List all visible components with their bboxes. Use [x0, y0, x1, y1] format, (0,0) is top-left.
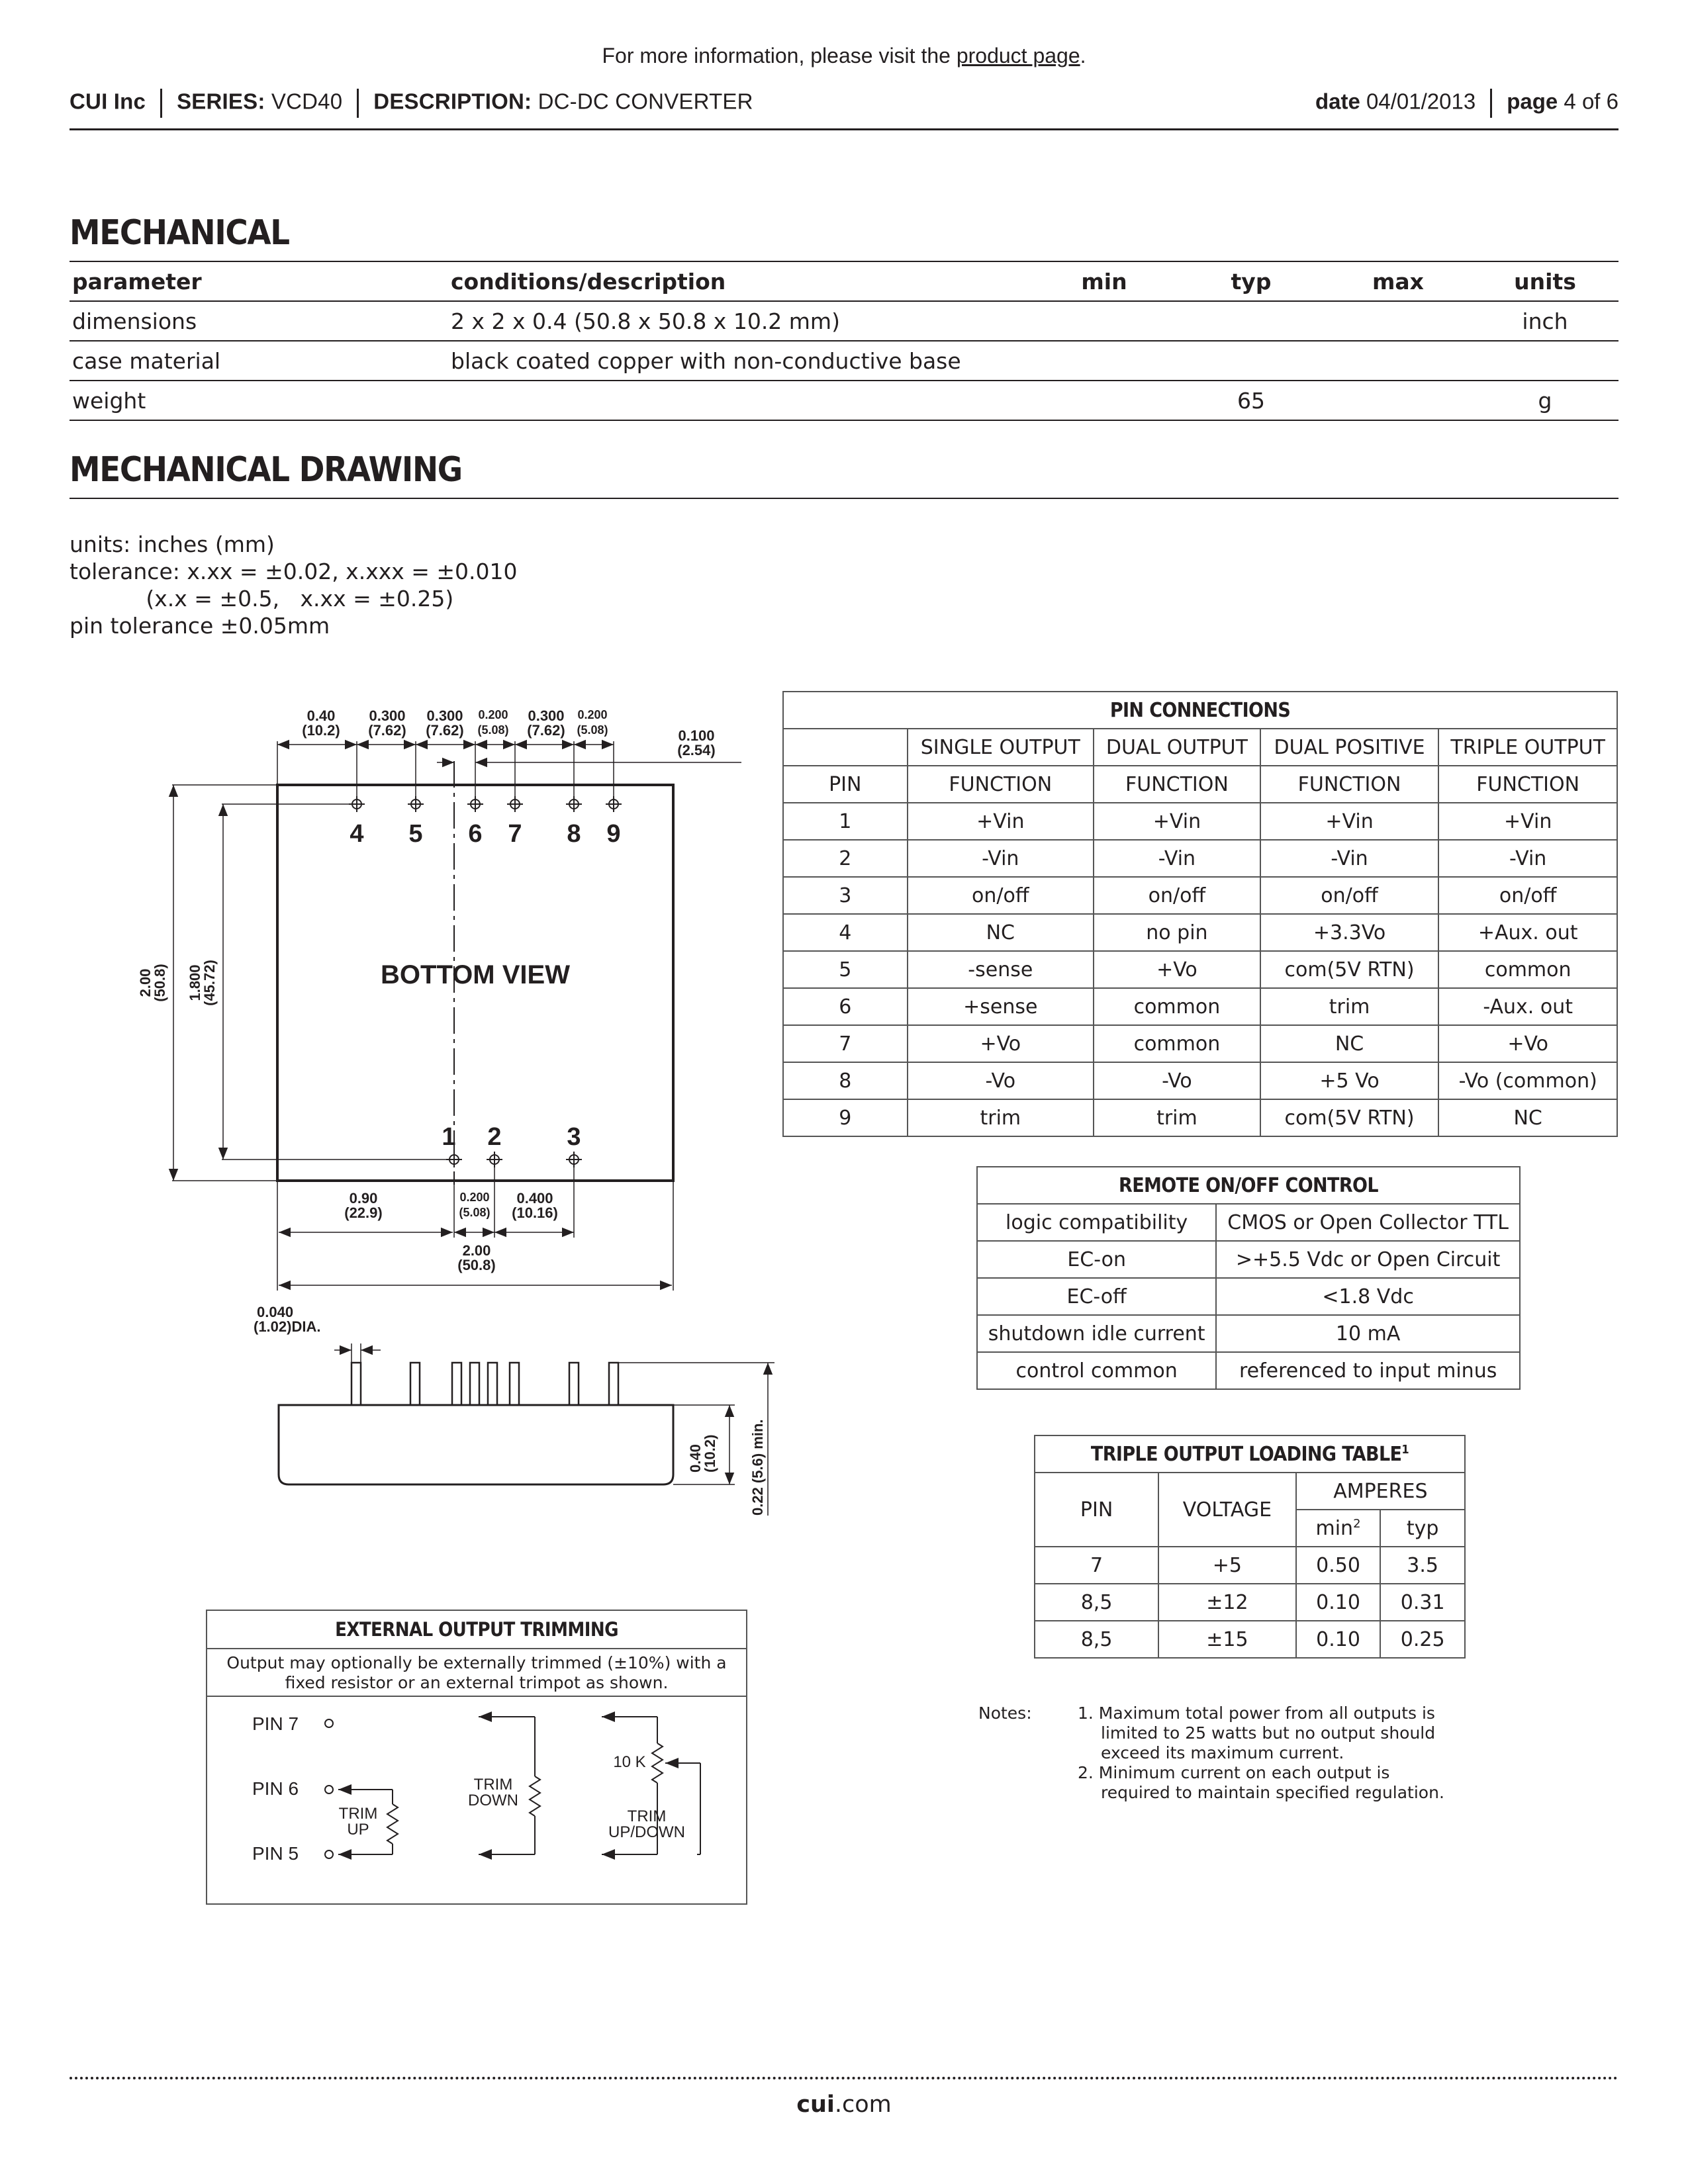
pin-5-label: PIN 5	[252, 1843, 299, 1864]
table-row	[977, 1352, 1520, 1389]
footnote-marker: 1	[1401, 1442, 1409, 1457]
cell: <1.8 Vdc	[1216, 1278, 1520, 1315]
cell: com(5V RTN)	[1260, 1099, 1439, 1136]
note-line: 2. Minimum current on each output is	[1078, 1763, 1390, 1782]
trim-updown-label: UP/DOWN	[608, 1823, 685, 1841]
dim-label: (50.8)	[457, 1257, 496, 1273]
cell: 7	[783, 1025, 908, 1062]
dim-label: (1.02)DIA.	[254, 1318, 321, 1335]
cell: >+5.5 Vdc or Open Circuit	[1216, 1241, 1520, 1278]
page-label: page	[1507, 89, 1558, 114]
note-line: required to maintain specified regulation.	[1101, 1783, 1444, 1802]
table-row	[783, 877, 1617, 914]
header-cell: TRIPLE OUTPUT	[1438, 729, 1617, 766]
header-cell: FUNCTION	[908, 766, 1094, 803]
cell: black coated copper with non-conductive base	[448, 341, 1031, 381]
cell: +Vo	[1438, 1025, 1617, 1062]
note-line: exceed its maximum current.	[1101, 1743, 1344, 1762]
sub-header-row	[783, 766, 1617, 803]
header-cell: typ	[1380, 1510, 1465, 1547]
note-line: limited to 25 watts but no output should	[1101, 1723, 1436, 1743]
cell: trim	[908, 1099, 1094, 1136]
col-min: min	[1031, 262, 1178, 301]
cell: +3.3Vo	[1260, 914, 1439, 951]
dim-label: 0.40	[687, 1444, 704, 1473]
doc-header-left	[70, 89, 753, 118]
cell: +5	[1158, 1547, 1296, 1584]
cell: +Vo	[1094, 951, 1260, 988]
cell	[1325, 301, 1472, 341]
remote-onoff-table	[976, 1166, 1521, 1390]
dim-label: 0.300	[528, 707, 565, 724]
cell: g	[1472, 381, 1618, 420]
cell: -Vin	[908, 840, 1094, 877]
series-label: SERIES:	[177, 89, 265, 114]
cell: CMOS or Open Collector TTL	[1216, 1204, 1520, 1241]
header-cell: FUNCTION	[1094, 766, 1260, 803]
date-label: date	[1315, 89, 1360, 114]
cell: 1	[783, 803, 908, 840]
doc-header-right	[1315, 89, 1618, 118]
cell: -Vo	[908, 1062, 1094, 1099]
cell: 2 x 2 x 0.4 (50.8 x 50.8 x 10.2 mm)	[448, 301, 1031, 341]
dim-label: (2.54)	[677, 742, 716, 758]
cell	[1178, 341, 1325, 381]
cell: -sense	[908, 951, 1094, 988]
pin-number: 1	[442, 1123, 456, 1151]
pin-marker	[467, 796, 483, 812]
table-row	[783, 1099, 1617, 1136]
cell: 3.5	[1380, 1547, 1465, 1584]
cell: trim	[1260, 988, 1439, 1025]
table-row	[783, 840, 1617, 877]
cell: on/off	[1260, 877, 1439, 914]
cell: common	[1438, 951, 1617, 988]
bottom-view-label: BOTTOM VIEW	[381, 960, 570, 989]
cell	[1325, 381, 1472, 420]
footer-divider	[70, 2077, 1618, 2079]
remote-onoff-title: REMOTE ON/OFF CONTROL	[977, 1167, 1520, 1204]
dim-label: 2.00	[462, 1242, 491, 1259]
min-label: min	[1315, 1516, 1354, 1540]
cell: EC-off	[977, 1278, 1216, 1315]
tolerance-line: tolerance: x.xx = ±0.02, x.xxx = ±0.010	[70, 559, 518, 584]
dim-label: (5.08)	[459, 1206, 491, 1219]
pin-7-label: PIN 7	[252, 1713, 299, 1734]
pin-number: 5	[408, 820, 423, 848]
cell: +Vin	[1260, 803, 1439, 840]
cell: 4	[783, 914, 908, 951]
dim-label: (5.08)	[577, 723, 608, 737]
trimming-diagram	[207, 1697, 746, 1903]
table-row	[783, 1025, 1617, 1062]
mechanical-drawing	[0, 688, 794, 1522]
cell	[1325, 341, 1472, 381]
table-row	[1035, 1584, 1465, 1621]
footer-domain-rest: .com	[834, 2091, 892, 2118]
note-line: 1. Maximum total power from all outputs is	[1078, 1704, 1435, 1723]
product-page-link[interactable]: product page	[956, 44, 1080, 68]
trimming-title: EXTERNAL OUTPUT TRIMMING	[207, 1611, 746, 1649]
table-row	[783, 988, 1617, 1025]
trimming-description	[207, 1649, 746, 1697]
notes-label: Notes:	[978, 1704, 1032, 1723]
table-row	[977, 1315, 1520, 1352]
cell: NC	[1260, 1025, 1439, 1062]
trim-down-label: DOWN	[468, 1792, 518, 1809]
dim-label: (5.08)	[477, 723, 509, 737]
pin-marker	[487, 1152, 502, 1167]
page-number: 4 of 6	[1564, 89, 1618, 114]
dim-label: 0.300	[369, 707, 406, 724]
pin-number: 9	[606, 820, 621, 848]
cell: ±15	[1158, 1621, 1296, 1658]
trim-updown-label: TRIM	[627, 1807, 667, 1825]
header-cell: PIN	[783, 766, 908, 803]
header-divider	[70, 128, 1618, 130]
cell: dimensions	[70, 301, 448, 341]
units-tolerance-block	[70, 531, 518, 639]
cell: EC-on	[977, 1241, 1216, 1278]
dim-label: 0.200	[577, 708, 608, 721]
drawing-rule	[70, 498, 1618, 499]
cell: -Vin	[1260, 840, 1439, 877]
cell: 5	[783, 951, 908, 988]
cell: -Vo (common)	[1438, 1062, 1617, 1099]
dim-label: 0.040	[257, 1304, 294, 1320]
cell: +Vin	[1094, 803, 1260, 840]
cell: NC	[908, 914, 1094, 951]
header-cell: FUNCTION	[1260, 766, 1439, 803]
col-typ: typ	[1178, 262, 1325, 301]
product-info-line	[0, 44, 1688, 68]
cell	[1031, 341, 1178, 381]
footnote-marker: 2	[1353, 1516, 1361, 1531]
dim-label: 1.800	[187, 964, 203, 1001]
cell: 3	[783, 877, 908, 914]
footer-domain-bold: cui	[796, 2091, 835, 2118]
dim-label: (7.62)	[426, 722, 464, 739]
cell	[1031, 301, 1178, 341]
header-cell: DUAL OUTPUT	[1094, 729, 1260, 766]
pin-marker	[408, 796, 424, 812]
product-info-period: .	[1080, 44, 1086, 68]
pin-6-label: PIN 6	[252, 1778, 299, 1799]
cell: +Vin	[1438, 803, 1617, 840]
table-row	[977, 1204, 1520, 1241]
col-conditions: conditions/description	[448, 262, 1031, 301]
dim-label: (10.16)	[512, 1205, 558, 1221]
cell: 0.25	[1380, 1621, 1465, 1658]
pin-number: 6	[468, 820, 483, 848]
dim-label: 0.300	[426, 707, 463, 724]
footer-website[interactable]	[0, 2091, 1688, 2118]
pin-marker	[349, 796, 365, 812]
trimpot-value: 10 K	[613, 1753, 646, 1771]
table-row	[1035, 1621, 1465, 1658]
cell: 10 mA	[1216, 1315, 1520, 1352]
triple-title-text: TRIPLE OUTPUT LOADING TABLE	[1090, 1442, 1402, 1466]
dim-label: 0.40	[306, 707, 336, 724]
table-row	[977, 1278, 1520, 1315]
cell: 0.50	[1296, 1547, 1381, 1584]
cell: +Aux. out	[1438, 914, 1617, 951]
cell: -Aux. out	[1438, 988, 1617, 1025]
dim-label: (7.62)	[368, 722, 406, 739]
note-1	[1078, 1704, 1444, 1803]
pin-marker	[446, 1152, 462, 1167]
trimming-desc-line: fixed resistor or an external trimpot as shown.	[285, 1673, 669, 1692]
product-info-text: For more information, please visit the	[602, 44, 957, 68]
cell: 9	[783, 1099, 908, 1136]
mechanical-drawing-heading: MECHANICAL DRAWING	[70, 450, 462, 490]
side-view	[279, 1343, 774, 1516]
cell	[1031, 381, 1178, 420]
col-parameter: parameter	[70, 262, 448, 301]
cell: 2	[783, 840, 908, 877]
tolerance-metric-line: (x.x = ±0.5, x.xx = ±0.25)	[70, 586, 454, 612]
triple-output-title	[1035, 1435, 1465, 1473]
dim-label: (10.2)	[302, 722, 340, 739]
mechanical-table	[70, 262, 1618, 421]
cell	[448, 381, 1031, 420]
trim-down-label: TRIM	[473, 1776, 513, 1794]
dim-label: (45.72)	[201, 960, 218, 1006]
mechanical-header-row	[70, 262, 1618, 301]
col-max: max	[1325, 262, 1472, 301]
cell: common	[1094, 988, 1260, 1025]
table-row	[783, 914, 1617, 951]
company-name: CUI Inc	[70, 89, 146, 114]
pin-number: 2	[487, 1123, 502, 1151]
col-units: units	[1472, 262, 1618, 301]
cell: common	[1094, 1025, 1260, 1062]
pin-marker	[566, 1152, 582, 1167]
series-value: VCD40	[271, 89, 343, 114]
cell: -Vin	[1438, 840, 1617, 877]
description-value: DC-DC CONVERTER	[538, 89, 753, 114]
dim-label: 0.90	[349, 1190, 378, 1206]
cell: trim	[1094, 1099, 1260, 1136]
table-row	[1035, 1547, 1465, 1584]
cell: case material	[70, 341, 448, 381]
trimming-desc-line: Output may optionally be externally trimmed (±10%) with a	[226, 1653, 727, 1672]
header-cell	[1296, 1510, 1381, 1547]
units-line: units: inches (mm)	[70, 531, 275, 557]
mechanical-heading: MECHANICAL	[70, 213, 289, 253]
table-row	[783, 1062, 1617, 1099]
date-value: 04/01/2013	[1366, 89, 1476, 114]
pin-number: 3	[567, 1123, 581, 1151]
external-trimming-box	[206, 1610, 747, 1905]
table-row	[977, 1241, 1520, 1278]
cell: +sense	[908, 988, 1094, 1025]
dim-label: 0.400	[516, 1190, 553, 1206]
dim-label: 2.00	[137, 968, 154, 997]
cell: 8,5	[1035, 1621, 1158, 1658]
cell: shutdown idle current	[977, 1315, 1216, 1352]
pin-connections-title: PIN CONNECTIONS	[783, 692, 1617, 729]
cell: on/off	[1094, 877, 1260, 914]
cell: inch	[1472, 301, 1618, 341]
cell	[1472, 341, 1618, 381]
cell	[1178, 301, 1325, 341]
cell: NC	[1438, 1099, 1617, 1136]
cell: -Vin	[1094, 840, 1260, 877]
table-row	[70, 381, 1618, 420]
cell: control common	[977, 1352, 1216, 1389]
header-cell: VOLTAGE	[1158, 1473, 1296, 1547]
cell: 0.10	[1296, 1621, 1381, 1658]
pin-number: 7	[508, 820, 522, 848]
pin-connections-table	[782, 691, 1618, 1137]
trim-up-label: TRIM	[338, 1805, 378, 1823]
header-cell: AMPERES	[1296, 1473, 1465, 1510]
header-cell	[783, 729, 908, 766]
cell: logic compatibility	[977, 1204, 1216, 1241]
pin-number: 8	[567, 820, 581, 848]
cell: -Vo	[1094, 1062, 1260, 1099]
table-row	[783, 951, 1617, 988]
cell: 0.31	[1380, 1584, 1465, 1621]
group-header-row	[783, 729, 1617, 766]
pin-marker	[507, 796, 523, 812]
dim-label: (10.2)	[702, 1434, 718, 1473]
trim-up-label: UP	[347, 1821, 369, 1839]
table-row	[70, 301, 1618, 341]
cell: on/off	[908, 877, 1094, 914]
pin-marker	[606, 796, 622, 812]
cell: 0.10	[1296, 1584, 1381, 1621]
cell: on/off	[1438, 877, 1617, 914]
cell: 6	[783, 988, 908, 1025]
table-row	[783, 803, 1617, 840]
cell: 8	[783, 1062, 908, 1099]
cell: +Vin	[908, 803, 1094, 840]
cell: no pin	[1094, 914, 1260, 951]
dim-label: (50.8)	[152, 964, 168, 1002]
cell: ±12	[1158, 1584, 1296, 1621]
dim-label: 0.100	[678, 727, 715, 744]
pin-marker	[566, 796, 582, 812]
dim-label: (22.9)	[344, 1205, 383, 1221]
cell: referenced to input minus	[1216, 1352, 1520, 1389]
cell: 7	[1035, 1547, 1158, 1584]
pin-tolerance-line: pin tolerance ±0.05mm	[70, 613, 330, 639]
header-cell: SINGLE OUTPUT	[908, 729, 1094, 766]
cell: com(5V RTN)	[1260, 951, 1439, 988]
dim-label: 0.200	[478, 708, 508, 721]
table-row	[70, 341, 1618, 381]
pin-number: 4	[350, 820, 364, 848]
header-cell: FUNCTION	[1438, 766, 1617, 803]
dim-label: 0.200	[459, 1191, 490, 1204]
description-label: DESCRIPTION:	[373, 89, 532, 114]
triple-output-loading-table	[1034, 1435, 1466, 1659]
dim-label: 0.22 (5.6) min.	[749, 1419, 766, 1516]
cell: 65	[1178, 381, 1325, 420]
cell: 8,5	[1035, 1584, 1158, 1621]
header-cell: PIN	[1035, 1473, 1158, 1547]
header-cell: DUAL POSITIVE	[1260, 729, 1439, 766]
cell: +5 Vo	[1260, 1062, 1439, 1099]
cell: weight	[70, 381, 448, 420]
dim-label: (7.62)	[527, 722, 565, 739]
cell: +Vo	[908, 1025, 1094, 1062]
